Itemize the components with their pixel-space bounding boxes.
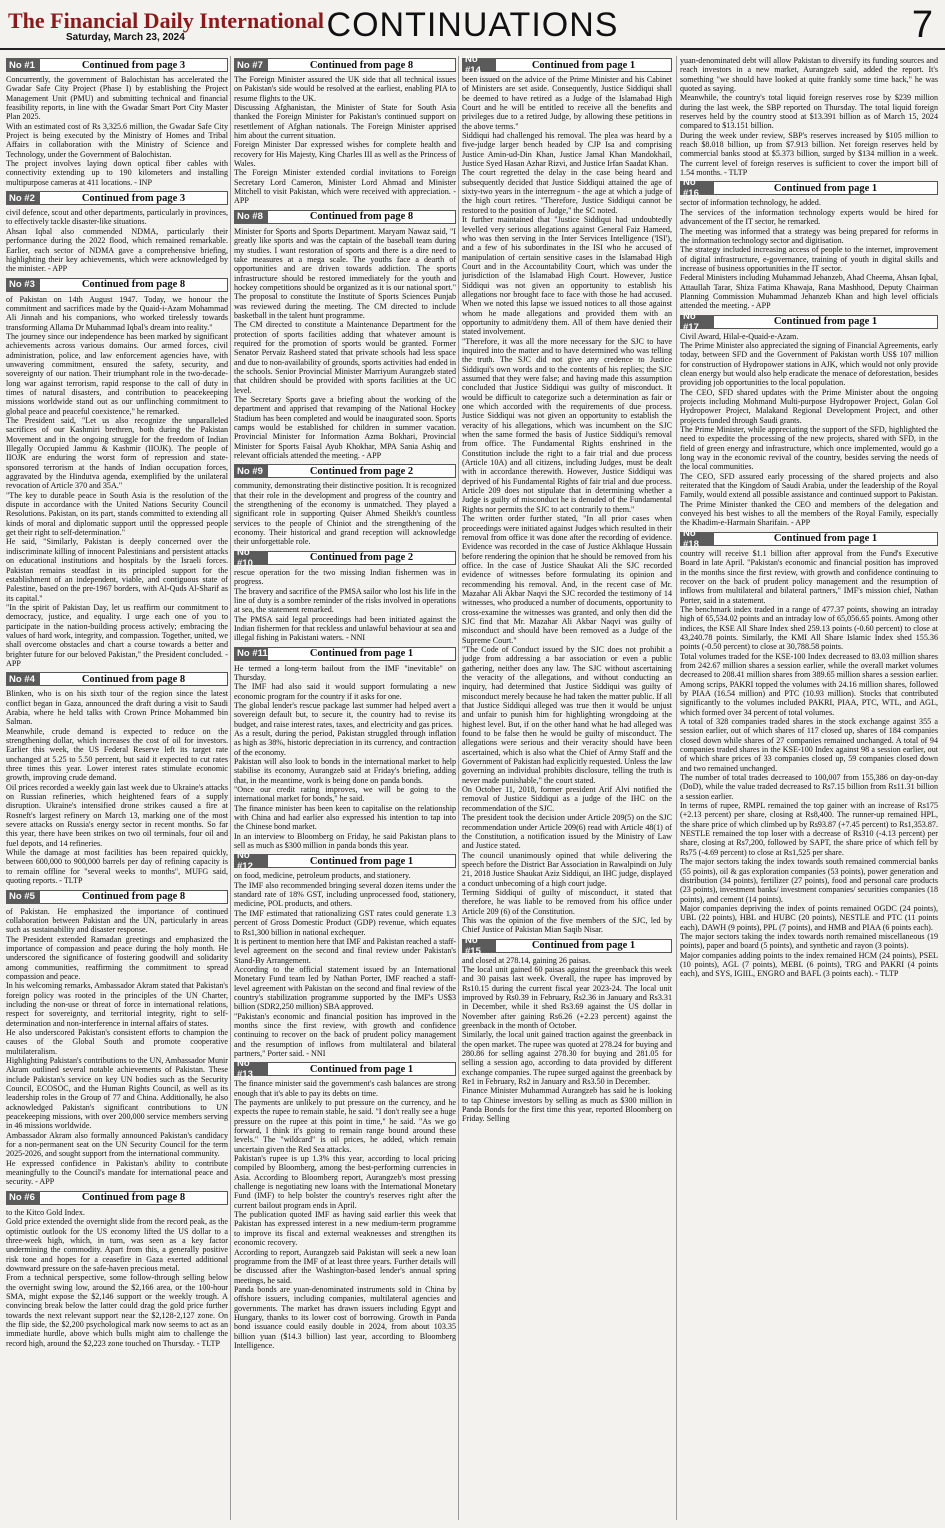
article-body: on food, medicine, petroleum products, and stationery. The IMF also recommended bringing several dozen items under the standard rate of 18% GST, including unprocessed food, stationery, medicine, POL products, and others. The IMF estimated that rationalizing GST rates could generate 1.3 percent of Gross Domestic Product (GDP) revenue, which equates to Rs1,300 billion in national exchequer. It is pertinent to mention here that IMF and Pakistan reached a staff-level agreement on the second and final review under Pakistan's Stand-By Arrangement. According to the official statement issued by an International Monetary Fund team led by Nathan Porter, IMF reached a staff-level agreement with Pakistan on the second and final review of the country's stabilization programme supported by the IMF's US$3 billion (SDR2,250 million) SBA approved. "Pakistan's economic and financial position has improved in the months since the first review, with growth and confidence continuing to recover on the back of prudent policy management and the resumption of inflows from multilateral and bilateral partners," Porter said. - NNI [234,871,456,1058]
article-body: Minister for Sports and Sports Department. Maryam Nawaz said, "I greatly like sports and was the captain of the baseball team during my studies. I want restoration of sports and there is a dire need to take measures at a mega scale. The youths face a dearth of opportunities and are driven towards addiction. The sports infrastructure should be restored immediately for the youth and hockey competitions should be organized as it is our national sport." The proposal to constitute the Institute of Sports Sciences Punjab was reviewed during the meeting. The CM directed to include basketball in the talent hunt programme. The CM directed to constitute a Maintenance Department for the protection of sports facilities adding that whatever amount is required for the promotion of sports would be granted. Former Senator Pervaiz Rasheed stated that private schools had less space and due to non-availability of grounds, sports activities had ended in the schools. Senior Provincial Minister Marriyum Aurangzeb stated that children should be provided with sports facilities at the UC level. The Secretary Sports gave a briefing about the working of the department and apprised that revamping of the National Hockey Stadium has been completed and would be inaugurated soon. Sports camps would be established for children in summer vacation. Provincial Minister for Information Azma Bokhari, Provincial Minister for Sports Faisal Ayub Khokhar, MPA Sania Ashiq and relevant officials attended the meeting. - APP [234,226,456,461]
article-body: Blinken, who is on his sixth tour of the region since the latest conflict began in Gaza, announced the draft during a visit to Saudi Arabia, where he held talks with Crown Prince Mohammed bin Salman. Meanwhile, crude demand is expected to reduce on the strengthening dollar, which increases the cost of oil for investors. Earlier this week, the US Federal Reserve left its target rate unchanged at 5.25 to 5.50 percent, but said it expected to cut rates three times this year. Lower interest rates stimulate economic growth, improving crude demand. Oil prices recorded a weekly gain last week due to Ukraine's attacks on Russian refineries, which heightened fears of a supply disruption. Ukraine's intensified drone strikes caused a fire at Rosneft's largest refinery on March 13, marking one of the most severe attacks on Russia's energy sector in recent months. So far this year, there have been strikes on two oil terminals, four oil and fuel depots, and 14 refineries. While the damage at most facilities has been repaired quickly, between 600,000 to 900,000 barrels per day of refining capacity is to remain offline for "several weeks to months", MUFG said, quoting reports. - TLTP [6,689,228,886]
continued-from: Continued from page 8 [268,210,456,224]
article-label [234,647,456,661]
article-2 [6,191,228,273]
dateline: Saturday, March 23, 2024 [66,32,185,43]
page-header [0,0,945,50]
article-body: Concurrently, the government of Balochistan has accelerated the Gwadar Safe City Project (Phase I) by establishing the Project Management Unit (PMU) and submitting technical and financial feasibility reports, in line with the Gwadar Smart Port City Master Plan 2025. With an estimated cost of Rs 3,325.6 million, the Gwadar Safe City Project is being executed by the Ministry of Homes and Tribal Affairs in collaboration with the Ministry of Science and Technology, under the Government of Balochistan. The project involves laying down optical fiber cables with connectivity extending up to 190 kilometers and installing multipurpose cameras at 411 locations. - INP [6,75,228,187]
article-number: No #1 [6,58,40,72]
article-body: The finance minister said the government's cash balances are strong enough that it's able to pay its debts on time. The payments are unlikely to put pressure on the currency, and he expects the rupee to remain stable, he said. "I don't really see a huge pressure on the rupee at this point in time," he said. "As we go forward, I think it's going to remain range bound around these levels." The "wildcard" is oil prices, he added, which remain uncertain given the Red Sea attacks. Pakistan's rupee is up 1.3% this year, according to local pricing compiled by Bloomberg, among the best-performing currencies in Asia. According to Bloomberg report, Aurangzeb's most pressing challenge is negotiating new loans with the International Monetary Fund (IMF) to help bolster the country's reserves right after the current bailout program ends in April. The publication quoted IMF as having said earlier this week that Pakistan has expressed interest in a new medium-term programme to improve its fiscal and external weaknesses and strengthen its economic recovery. According to report, Aurangzeb said Pakistan will seek a new loan programme from the IMF of at least three years. Further details will be discussed after the Washington-based lender's annual spring meetings, he said. Panda bonds are yuan-denominated instruments sold in China by offshore issuers, including companies, multilateral agencies and governments. The market has drawn issuers including Egypt and Hungary, thanks to its lower cost of borrowing. Growth in Panda bond issuance could easily double in 2024, from about 103.35 billion yuan ($14.3 billion) last year, according to Bloomberg Intelligence. [234,1079,456,1350]
continued-from: Continued from page 1 [714,315,938,329]
article-15 [462,934,672,1124]
article-14 [462,58,672,935]
article-label [680,177,938,200]
column-1 [6,56,228,1520]
continued-from: Continued from page 1 [496,939,672,953]
continued-from: Continued from page 8 [40,1191,228,1205]
article-label [6,1191,228,1205]
article-label [462,934,672,957]
article-body: country will receive $1.1 billion after approval from the Fund's Executive Board in late April. "Pakistan's economic and financial position has improved in the months since the first review, with growth and confidence continuing to recover on the back of prudent policy management and the resumption of inflows from multilateral and bilateral partners," IMF's mission chief, Nathan Porter, said in a statement. The benchmark index traded in a range of 477.37 points, showing an intraday high of 65,534.02 points and an intraday low of 65,056.65 points. Among other indices, the KSE All Share Index shed 259.13 points (-0.60 percent) to close at 43,240.78 points. Similarly, the KMI All Share Islamic Index shed 155.36 points (-0.50 percent) to close at 30,788.58 points. Total volumes traded for the KSE-100 Index decreased to 83.03 million shares from 242.67 million shares a session earlier, while the overall market volumes decreased to 208.41 million shares from 389.65 million shares a session earlier. Among scrips, PAKRI topped the volumes with 24.16 million shares, followed by PIAA (16.54 million) and PTC (10.93 million). Stocks that contributed significantly to the volumes included PAKRI, PIAA, PTC, WTL, and AGL, which formed over 34 percent of total volumes. A total of 328 companies traded shares in the stock exchange against 355 a session earlier, out of which shares of 117 closed up, shares of 184 companies closed down while shares of 27 companies remained unchanged. A total of 94 companies traded shares in the KSE-100 Index against 98 a session earlier, out of which share prices of 33 companies closed up, 59 companies closed down and two remained unchanged. The number of total trades decreased to 100,007 from 155,386 on day-on-day (DoD), while the value traded decreased to Rs7.15 billion from Rs11.31 billion a session earlier. In terms of rupee, RMPL remained the top gainer with an increase of Rs175 (+2.13 percent) per share, closing at Rs8,400. The runner-up remained HPL, the share price of which climbed up by Rs93.87 (+7.45 percent) to Rs1,353.87. NESTLE remained the top loser with a decrease of Rs310 (-4.13 percent) per share, closing at Rs7,200, followed by SAPT, the share price of which fell by Rs75 (-4.69 percent) to close at Rs1,525 per share. The major sectors taking the index towards south remained commercial banks (55 points), oil & gas exploration companies (53 points), power generation and distribution (34 points), fertilizer (27 points), food and personal care products (23 points), investment banks/ investment companies/ securities companies (18 points), and cement (14 points). Major companies depriving the index of points remained OGDC (24 points), UBL (22 points), HBL and HUBC (20 points), NESTLE and PTC (11 points each), DAWH (9 points), PPL (7 points), and HMB and PIAA (6 points each). The major sectors taking the index towards north remained miscellaneous (19 points), paper and board (5 points), and synthetic and rayon (3 points). Major companies adding points to the index remained HCM (24 points), PSEL (10 points), AGL (7 points), MEBL (6 points), TRG and PAKRI (4 points each), and SYS, IGIIL, ENGRO and BAFL (3 points each). - TLTP [680,548,938,979]
article-number: No #2 [6,191,40,205]
masthead: The Financial Daily International [8,8,324,33]
continued-from: Continued from page 8 [40,890,228,904]
article-13 [234,1058,456,1350]
article-label [6,278,228,292]
continued-from: Continued from page 2 [268,551,456,565]
article-number: No #7 [234,58,268,72]
article-body: community, demonstrating their distinctive position. It is recognized that their role in the development and progress of the country and the strengthening of the economy is unmatched. They played a significant role in supporting Quiser Ahmed Sheikh's countless services to the people of Chiniot and the strengthening of the economy. Their historical and grand reception will acknowledge their unforgettable role. [234,481,456,547]
column-2 [234,56,456,1520]
article-label [234,58,456,72]
article-9 [234,464,456,546]
article-label [6,191,228,205]
continued-from: Continued from page 2 [268,464,456,478]
column-divider [230,56,231,1520]
article-number: No #13 [234,1062,268,1076]
article-12 [234,850,456,1058]
continued-from: Continued from page 1 [268,647,456,661]
article-number: No #9 [234,464,268,478]
article-body: of Pakistan on 14th August 1947. Today, we honour the commitment and sacrifices made by the Quaid-i-Azam Mohammad Ali Jinnah and his companions, who worked tirelessly towards transforming Allama Dr Muhammad Iqbal's dream into reality." The journey since our independence has been marked by significant achievements across various domains. Our armed forces, civil administration, police, and law enforcement agencies have, with unwavering commitment, ensured the safety, security, and sovereignty of our nation. Their triumphant role in the two-decade-long war against terrorism, rapid response to the call of duty in times of natural disasters, and contribution to peacekeeping missions worldwide stand out as our unflinching commitment to global peace and peaceful coexistence," he remarked. The President said, "Let us also recognize the unparalleled sacrifices of our Kashmiri brethren, both during the Pakistan Movement and in the ongoing struggle for the freedom of Indian Illegally Occupied Jammu & Kashmir (IIOJK). The people of IIOJK are enduring the worst form of repression and state-sponsored terrorism at the hands of Indian occupation forces, aggravated by the Hindutva agenda, exemplified by the unilateral revocation of Article 370 and 35A." "The key to durable peace in South Asia is the resolution of the dispute in accordance with the United Nations Security Council Resolutions. Pakistan, on its part, stands committed to extending all kinds of moral and diplomatic support until the oppressed people get their right to self-determination." He said, "Similarly, Pakistan is deeply concerned over the indiscriminate killing of innocent Palestinians and persistent attacks on educational institutions and hospitals by the Israeli forces. Pakistan remains steadfast in its principled support for the establishment of an independent, viable, and contiguous state of Palestine, based on the pre-1967 borders, with Al-Quds Al-Sharif as its capital." "In the spirit of Pakistan Day, let us reaffirm our commitment to democracy, justice, and equality. I urge each one of you to participate in the nation-building process actively; embracing the values of hard work, integrity, and compassion. Together, united, we shall overcome obstacles and chart a course towards a better and brighter future for our beloved Pakistan," the President concluded. - APP [6,294,228,668]
continued-from: Continued from page 1 [714,532,938,546]
article-body: been issued on the advice of the Prime Minister and his Cabinet of Ministers are set aside. Consequently, Justice Siddiqui shall be deemed to have retired as a Judge of the Islamabad High Court and he will be entitled to receive all the benefits and privileges due to a retired Judge, by allowing these petitions in the above terms." Siddiqui had challenged his removal. The plea was heard by a five-judge larger bench headed by CJP Isa and comprising Justice Amin-ud-Din Khan, Justice Jamal Khan Mandokhail, Justice Syed Hasan Azhar Rizvi, and Justice Irfan Saadat Khan. The court regretted the delay in the case being heard and subsequently decided that Justice Siddiqui attained the age of sixty-two years in the interregnum - the age at which a judge of the high court retires. "Therefore, Justice Siddiqui cannot be restored to the position of Judge," the SC noted. It further maintained that "Justice Siddiqui had undoubtedly levelled very serious allegations against General Faiz Hameed, who was then serving in the Inter Services Intelligence ('ISI'), and a few of his subordinates in the ISI who he accused of manipulation of certain sensitive cases in the Islamabad High Court and in the Accountability Court, which was under the jurisdiction of the Islamabad High Court. However, Justice Siddiqui was not given an opportunity to establish his allegations nor brought face to face with those he had accused. When we noted this lapse we issued notices to all those against whom he made allegations and provided them with an opportunity to admit/deny them. All of them have denied their stated involvement. "Therefore, it was all the more necessary for the SJC to have inquired into the matter and to have determined who was telling the truth. The SJC did not give any credence to Justice Siddiqui's own words and to the contents of his replies; the SJC assumed that they were false; and having made this assumption concluded that Justice Siddiqui was guilty of misconduct. It would be difficult to categorize such a determination as fair or one which accorded with the requirements of due process. Justice Siddiqui was not given an opportunity to establish the veracity of his allegations, which was incumbent on the SJC when the same formed the basis of Justice Siddiqui's removal from office. The Fundamental Rights enshrined in the Constitution include the right to a fair trial and due process (Article 10A) and all citizens, including Judges, must be dealt with in accordance therewith. However, Justice Siddiqui was deprived of his Fundamental Rights of fair trial and due process. Article 209 does not stipulate that in determining whether a Judge is guilty of misconduct he is denuded of the Fundamental Rights nor permits the SJC to act contrarily to them." The written order further stated, "In all prior cases when proceedings were initiated against Judges which resulted in their removal from office it was done after the recording of evidence. Evidence was recorded in the case of Justice Akhlaque Hussain before rendering the opinion that he should be removed from his office. In the case of Justice Shaukat Ali the SJC recorded evidence of witnesses before formulating its opinion and recommending his removal. And, in the recent case of Mr. Mazahar Ali Akbar Naqvi the SJC recorded the testimony of 14 witnesses, who produced a number of documents, opportunity to cross-examine the witnesses was granted, and only then did the SJC find that Mr. Mazahar Ali Akbar Naqvi was guilty of misconduct and should have been removed as a Judge of the Supreme Court." "The Code of Conduct issued by the SJC does not prohibit a judge from addressing a bar association or even a public gathering, neither does any law. The SJC without ascertaining the veracity of the allegations, and without conducting an inquiry, had determined that Justice Siddiqui was guilty of misconduct merely because he had taken the matter public. If all that Justice Siddiqui alleged was true then it would be unjust and unfair to punish him for highlighting wrongdoing at the highest level. But, if on the other hand what he had alleged was found to be false then he would be guilty of misconduct. The allegations were serious and their veracity should have been ascertained, which is also what the Chief of Army Staff and the Government of Pakistan had explicitly requested. Unless the law governing an individual prohibits disclosure, telling the truth is never made punishable," the court stated. On October 11, 2018, former president Arif Alvi notified the removal of Justice Siddiqui as a judge of the IHC on the recommendation of the SJC. The president took the decision under Article 209(5) on the SJC recommendation under Article 209(6) read with Article 48(1) of the Constitution, a notification issued by the Ministry of Law and Justice stated. The council unanimously opined that while delivering the speech before the District Bar Association in Rawalpindi on July 21, 2018 Justice Shaukat Aziz Siddiqui, an IHC judge, displayed a conduct unbecoming of a high court judge. Terming Siddiqui of guilty of misconduct, it stated that therefore, he was liable to be removed from his office under Article 209 (6) of the Constitution. This was the opinion of the five members of the SJC, led by Chief Justice of Pakistan Mian Saqib Nisar. [462,75,672,935]
column-3 [462,56,672,1520]
article-number: No #8 [234,210,268,224]
article-label [234,210,456,224]
article-number: No #16 [680,181,714,195]
article-label [234,464,456,478]
article-number: No #4 [6,672,40,686]
article-number: No #5 [6,890,40,904]
article-body: rescue operation for the two missing Indian fishermen was in progress. The bravery and sacrifice of the PMSA sailor who lost his life in the line of duty is a sombre reminder of the risks involved in operations at sea, the statement remarked. The PMSA said legal proceedings had been initiated against the Indian fishermen for that reckless and unlawful behaviour at sea and illegal fishing in Pakistani waters. - NNI [234,567,456,643]
article-number: No #6 [6,1191,40,1205]
article-body: to the Kitco Gold Index. Gold price extended the overnight slide from the record peak, as the optimistic outlook for the US economy lifted the US dollar to a three-week high, which, in turn, was seen as a key factor undermining the commodity. Apart from this, a generally positive risk tone and hopes for a ceasefire in Gaza exerted additional downward pressure on the safe-haven precious metal. From a technical perspective, some follow-through selling below the overnight swing low, around the $2,166 area, or the 100-hour SMA, might expose the $2,146 support or the weekly trough. A convincing break below the latter could drag the gold price further towards the next relevant support near the $2,128-2,127 zone. On the flip side, the $2,200 psychological mark now seems to act as an immediate hurdle, above which bulls might aim to challenge the record high, around the $2,223 zone touched on Thursday. - TLTP [6,1207,228,1348]
article-10 [234,546,456,643]
article-17 [680,310,938,528]
article-body: The Foreign Minister assured the UK side that all technical issues on Pakistan's side would be resolved at the earliest, enabling PIA to resume flights to the UK. Discussing Afghanistan, the Minister of State for South Asia thanked the Foreign Minister for Pakistan's continued support on resettlement of Afghan nationals. The Foreign Minister apprised him about the current situation. Foreign Minister Dar expressed wishes for complete health and recovery for His Majesty, King Charles III as well as the Princess of Wales. The Foreign Minister extended cordial invitations to Foreign Secretary Lord Cameron, Minister Lord Ahmad and Minister Mitchell to visit Pakistan, which were received with appreciation. - APP [234,75,456,206]
continued-from: Continued from page 1 [714,181,938,195]
article-label [234,546,456,569]
article-label [6,58,228,72]
article-6 [6,1191,228,1348]
article-11 [234,647,456,851]
continued-from: Continued from page 3 [40,191,228,205]
article-label [6,890,228,904]
article-1 [6,58,228,187]
continued-from: Continued from page 3 [40,58,228,72]
article-18 [680,527,938,979]
article-number: No #14 [462,58,496,72]
continued-from: Continued from page 8 [40,278,228,292]
column-divider [676,56,677,1520]
article-body: Civil Award, Hilal-e-Quaid-e-Azam. The Prime Minister also appreciated the signing of Financial Agreements, early today, between SFD and the Government of Pakistan worth US$ 107 million for construction of Hydropower stations in AJK, which would not only provide clean energy but would also help eradicate the menace of deforestation, besides providing job opportunities to the local population. The CEO, SFD shared updates with the Prime Minister about the ongoing projects including Mohmand Multi-purpose Hydropower Project, Golan Gol Hydropower Project, Malakand Regional Development Project, and other projects funded through Saudi grants. The Prime Minister, while appreciating the support of the SFD, highlighted the need to expedite the processing of the new projects, shared with SFD, in the field of green energy and infrastructure, which once implemented, would go a long way in the economic revival of the country, besides serving the needs of the local communities. The CEO, SFD assured early processing of the shared projects and also reiterated that the Kingdom of Saudi Arabia, under the leadership of the Royal Family, would extend all possible assistance and continued support to Pakistan. The Prime Minister thanked the CEO and members of the delegation and conveyed his best wishes to all the members of the Royal Family, especially the Khadim-e-Harmain Sharifain. - APP [680,331,938,528]
continued-from: Continued from page 1 [268,854,456,868]
article-body: civil defence, scout and other departments, particularly in provinces, to effectively tackle disaster-like situations. Ahsan Iqbal also commended NDMA, particularly their performance during the 2022 flood, which remained remarkable. Earlier, each sector of NDMA gave a comprehensive briefing, highlighting their key achievements, which were acknowledged by the minister. - APP [6,208,228,274]
article-body: yuan-denominated debt will allow Pakistan to diversify its funding sources and reach investors in a new market, Aurangzeb said, added the report. It's something "we should have looked at quite frankly some time back," he was quoted as saying. Meanwhile, the country's total liquid foreign reserves rose by $239 million during the last week, the SBP reported on Thursday. The total liquid foreign reserves held by the country stood at $13.391 billion as of March 15, 2024 compared to $13.151 billion. During the week under review, SBP's reserves increased by $105 million to reach $8.018 billion, up from $7.913 billion. Net foreign reserves held by commercial banks stood at $5.373 billion, surged by $134 million in a week. The current level of foreign reserves is sufficient to cover the import bill of 1.54 months. - TLTP [680,56,938,178]
page-number: 7 [911,4,933,46]
article-number: No #3 [6,278,40,292]
continued-from: Continued from page 8 [40,672,228,686]
article-label [680,310,938,333]
article-number: No #15 [462,939,496,953]
article-3 [6,278,228,669]
article-label [462,56,672,76]
article-body: and closed at 278.14, gaining 26 paisas. The local unit gained 60 paisas against the greenback this week and 30 paisas last week. Overall, the rupee has improved by Rs10.15 during the current fiscal year 2023-24. The local unit improved by Rs0.39 in February, Rs2.36 in January and Rs3.31 in December, while it shed Rs3.69 against the US dollar in November after gaining Rs6.26 (+2.23 percent) against the greenback in the month of October. Similarly, the local unit gained traction against the greenback in the open market. The rupee was quoted at 278.24 for buying and 280.86 for selling against 278.30 for buying and 281.05 for selling a session ago, according to data provided by different exchange companies. The rupee surged against the greenback by Re1 in February, Rs2 in January and Rs3.50 in December. Finance Minister Muhammad Aurangzeb has said he is looking to tap Chinese investors by selling as much as $300 million in Panda Bonds for the first time this year, reported Bloomberg on Friday. Selling [462,955,672,1124]
article-4 [6,672,228,885]
continued-from: Continued from page 1 [496,58,672,72]
article-label [680,527,938,550]
article-number: No #17 [680,315,714,329]
article-number: No #11 [234,647,268,661]
article-body: of Pakistan. He emphasized the importance of continued collaboration between Pakistan and the UN, particularly in areas such as sustainability and disaster response. The President extended Ramadan greetings and emphasized the importance of compassion and peace during the holy month. He underscored the significance of fostering goodwill and solidarity among communities, reaffirming the commitment to spread compassion and peace. In his welcoming remarks, Ambassador Akram stated that Pakistan's foreign policy was rooted in the principles of the UN Charter, including the non-use or threat of force in international relations, respect for sovereignty, and territorial integrity, right to self-determination and non-interference in internal affairs of states. He also underscored Pakistan's consistent efforts to champion the causes of the Global South and promote cooperative multilateralism. Highlighting Pakistan's contributions to the UN, Ambassador Munir Akram outlined several notable achievements of Pakistan. These include Pakistan's service on key UN bodies such as the Security Council, ECOSOC, and the Human Rights Council, as well as its leadership roles in the Group of 77 and China. Additionally, he also acknowledged Pakistan's significant contributions to UN peacekeeping missions, with over 200,000 service members serving in 46 missions worldwide. Ambassador Akram also formally announced Pakistan's candidacy for a non-permanent seat on the UN Security Council for the term 2025-2026, and sought support from the international community. He expressed confidence in Pakistan's ability to contribute meaningfully to the Council's mandate for international peace and security. - APP [6,906,228,1187]
article-label [6,672,228,686]
article-number: No #12 [234,854,268,868]
article-number: No #10 [234,551,268,565]
article-label [234,1058,456,1081]
article-body: sector of information technology, he added. The services of the information technology experts would be hired for advancement of the IT sector, he remarked. The meeting was informed that a strategy was being prepared for reforms in the information technology sector and digitisation. The strategy included increasing access of people to the internet, improvement of digital infrastructure, e-governance, training of youth in digital skills and increase of business opportunities in the IT sector. Federal Ministers including Muhammad Jehanzeb, Ahad Cheema, Ahsan Iqbal, Attaullah Tarar, Shiza Fatima Khawaja, Rana Mashhood, Deputy Chairman Planning Commission Muhammad Jehanzeb Khan and high level officials attended the meeting. - APP [680,198,938,311]
continued-from: Continued from page 8 [268,58,456,72]
section-title: CONTINUATIONS [326,6,619,44]
article-7 [234,58,456,206]
continued-from: Continued from page 1 [268,1062,456,1076]
article-5 [6,890,228,1187]
article-15-cont [680,56,938,177]
article-body: He termed a long-term bailout from the IMF "inevitable" on Thursday. The IMF had also said it would support formulating a new economic program for the country if it asks for one. The global lender's rescue package last summer had helped avert a sovereign default but, to secure it, the country had to revise its budget, and raise interest rates, taxes, and electricity and gas prices. As a result, during the period, Pakistan struggled through inflation as high as 38%, historic depreciation in its currency, and contraction of the economy. Pakistan will also look to bonds in the international market to help stabilise its economy, Aurangzeb said at Friday's briefing, adding that, in the meantime, work is being done on panda bonds. "Once our credit rating improves, we will be going to the international market for bonds," he said. The finance minister has been keen to capitalise on the relationship with China and had earlier also expressed his intention to tap into the Chinese bond market. In an interview to Bloomberg on Friday, he said Pakistan plans to sell as much as $300 million in panda bonds this year. [234,663,456,851]
column-divider [458,56,459,1520]
article-number: No #18 [680,532,714,546]
article-label [234,850,456,873]
article-16 [680,177,938,311]
article-8 [234,210,456,461]
column-4 [680,56,938,1520]
